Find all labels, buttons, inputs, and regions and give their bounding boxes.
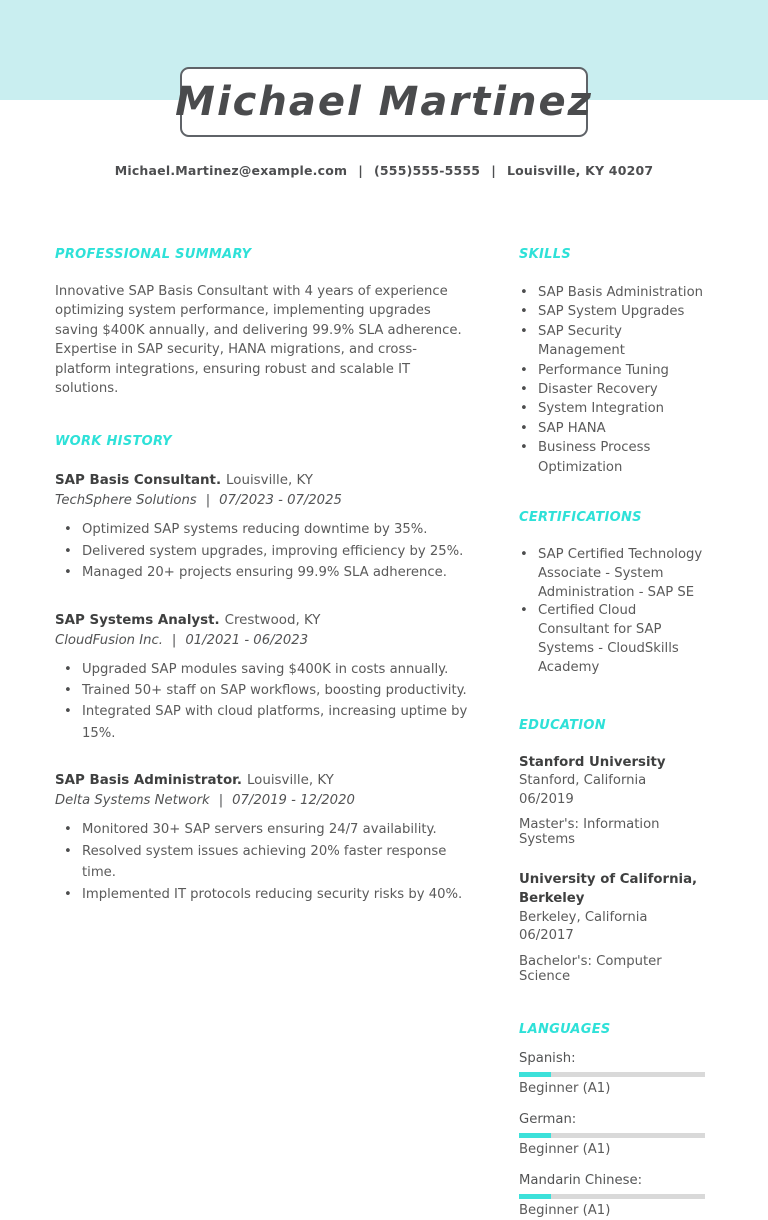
language-progress-fill — [519, 1133, 551, 1138]
job-dates: 07/2023 - 07/2025 — [219, 493, 342, 509]
certifications-list — [519, 546, 711, 678]
certification-item: • Certified Cloud Consultant for SAP Systems - CloudSkills Academy — [519, 602, 711, 677]
contact-separator: | — [358, 163, 363, 178]
school-name: University of California, Berkeley — [519, 872, 698, 907]
language-progress-track — [519, 1194, 705, 1199]
job-title: SAP Basis Administrator — [55, 773, 237, 789]
language-name: Mandarin Chinese: — [519, 1172, 643, 1188]
contact-separator: | — [491, 163, 496, 178]
education-entry-2 — [519, 871, 711, 983]
job-title-separator: . — [236, 773, 242, 789]
skill-item: • SAP Basis Administration — [519, 283, 711, 302]
school-degree: Bachelor's: Computer Science — [519, 953, 662, 984]
job-bullet: • Delivered system upgrades, improving efficiency by 25%. — [55, 541, 471, 562]
job-entry-1 — [55, 471, 471, 583]
job-title: SAP Systems Analyst — [55, 612, 215, 628]
job-entry-2 — [55, 611, 471, 745]
school-name: Stanford University — [519, 754, 666, 770]
job-bullet: • Implemented IT protocols reducing security risks by 40%. — [55, 884, 471, 905]
job-bullet: • Managed 20+ projects ensuring 99.9% SLA adherence. — [55, 562, 471, 583]
job-title: SAP Basis Consultant — [55, 473, 216, 489]
job-title-line — [55, 611, 471, 631]
certification-item: • SAP Certified Technology Associate - System Administration - SAP SE — [519, 546, 711, 602]
skill-item: • System Integration — [519, 399, 711, 418]
school-degree: Master's: Information Systems — [519, 817, 660, 848]
job-bullet: • Upgraded SAP modules saving $400K in costs annually. — [55, 659, 471, 680]
job-company-line — [55, 491, 471, 511]
left-column — [55, 247, 471, 905]
job-company-line — [55, 791, 471, 811]
skill-item: • SAP System Upgrades — [519, 302, 711, 321]
name-box — [175, 67, 593, 137]
school-location: Berkeley, California — [519, 909, 648, 925]
job-location: Crestwood, KY — [224, 612, 321, 628]
school-date: 06/2017 — [519, 928, 574, 944]
language-name: Spanish: — [519, 1050, 576, 1066]
section-heading-professional-summary: PROFESSIONAL SUMMARY — [55, 247, 252, 262]
language-progress-track — [519, 1072, 705, 1077]
language-name: German: — [519, 1111, 577, 1127]
candidate-name: Michael Martinez — [175, 79, 593, 125]
job-bullet: • Monitored 30+ SAP servers ensuring 24/7 availability. — [55, 819, 471, 840]
job-bullet: • Trained 50+ staff on SAP workflows, boosting productivity. — [55, 680, 471, 701]
skills-list — [519, 283, 711, 477]
job-company: Delta Systems Network — [55, 793, 210, 809]
job-entry-3 — [55, 771, 471, 905]
language-entry-mandarin-chinese — [519, 1172, 711, 1220]
job-bullet-list — [55, 819, 471, 905]
skill-item: • Business Process Optimization — [519, 438, 711, 477]
contact-location: Louisville, KY 40207 — [506, 163, 654, 178]
language-level: Beginner (A1) — [519, 1202, 611, 1218]
job-bullet-list — [55, 659, 471, 745]
contact-phone: (555)555-5555 — [373, 163, 481, 178]
job-company: CloudFusion Inc. — [55, 632, 163, 648]
job-bullet-list — [55, 519, 471, 583]
language-progress-fill — [519, 1072, 551, 1077]
education-entry-1 — [519, 754, 711, 848]
summary-text: Innovative SAP Basis Consultant with 4 years of experience optimizing system performance, implementing upgrades saving $400K annually, and delivering 99.9% SLA adherence. Expertise in SAP security, HANA migrations, and cross-platform integrations, ensuring robust and scalable IT solutions. — [55, 284, 462, 397]
skill-item: • Performance Tuning — [519, 361, 711, 380]
job-location: Louisville, KY — [226, 473, 313, 489]
job-title-line — [55, 471, 471, 491]
job-company-line — [55, 631, 471, 651]
skill-item: • SAP Security Management — [519, 322, 711, 361]
job-location: Louisville, KY — [246, 773, 334, 789]
language-entry-german — [519, 1111, 711, 1159]
job-bullet: • Resolved system issues achieving 20% faster response time. — [55, 841, 471, 884]
section-heading-work-history: WORK HISTORY — [55, 434, 172, 450]
language-progress-track — [519, 1133, 705, 1138]
job-dates: 07/2019 - 12/2020 — [232, 793, 355, 809]
language-level: Beginner (A1) — [519, 1141, 611, 1157]
dates-separator: | — [171, 632, 177, 648]
section-heading-education: EDUCATION — [519, 717, 606, 733]
dates-separator: | — [218, 793, 224, 809]
job-title-separator: . — [215, 473, 222, 489]
job-bullet: • Integrated SAP with cloud platforms, increasing uptime by 15%. — [55, 701, 471, 744]
language-level: Beginner (A1) — [519, 1080, 611, 1096]
job-dates: 01/2021 - 06/2023 — [185, 632, 309, 648]
language-progress-fill — [519, 1194, 551, 1199]
contact-email: Michael.Martinez@example.com — [114, 163, 348, 178]
section-heading-skills: SKILLS — [519, 247, 572, 262]
section-heading-certifications: CERTIFICATIONS — [519, 510, 642, 526]
school-location: Stanford, California — [519, 773, 647, 789]
job-title-line — [55, 771, 471, 791]
job-title-separator: . — [214, 612, 220, 628]
contact-line — [0, 163, 768, 178]
right-column — [519, 247, 711, 1220]
school-date: 06/2019 — [519, 791, 574, 807]
language-entry-spanish — [519, 1050, 711, 1098]
skill-item: • Disaster Recovery — [519, 380, 711, 399]
section-heading-languages: LANGUAGES — [519, 1021, 611, 1037]
skill-item: • SAP HANA — [519, 419, 711, 438]
job-bullet: • Optimized SAP systems reducing downtime by 35%. — [55, 519, 471, 540]
job-company: TechSphere Solutions — [55, 493, 197, 509]
dates-separator: | — [205, 493, 211, 509]
